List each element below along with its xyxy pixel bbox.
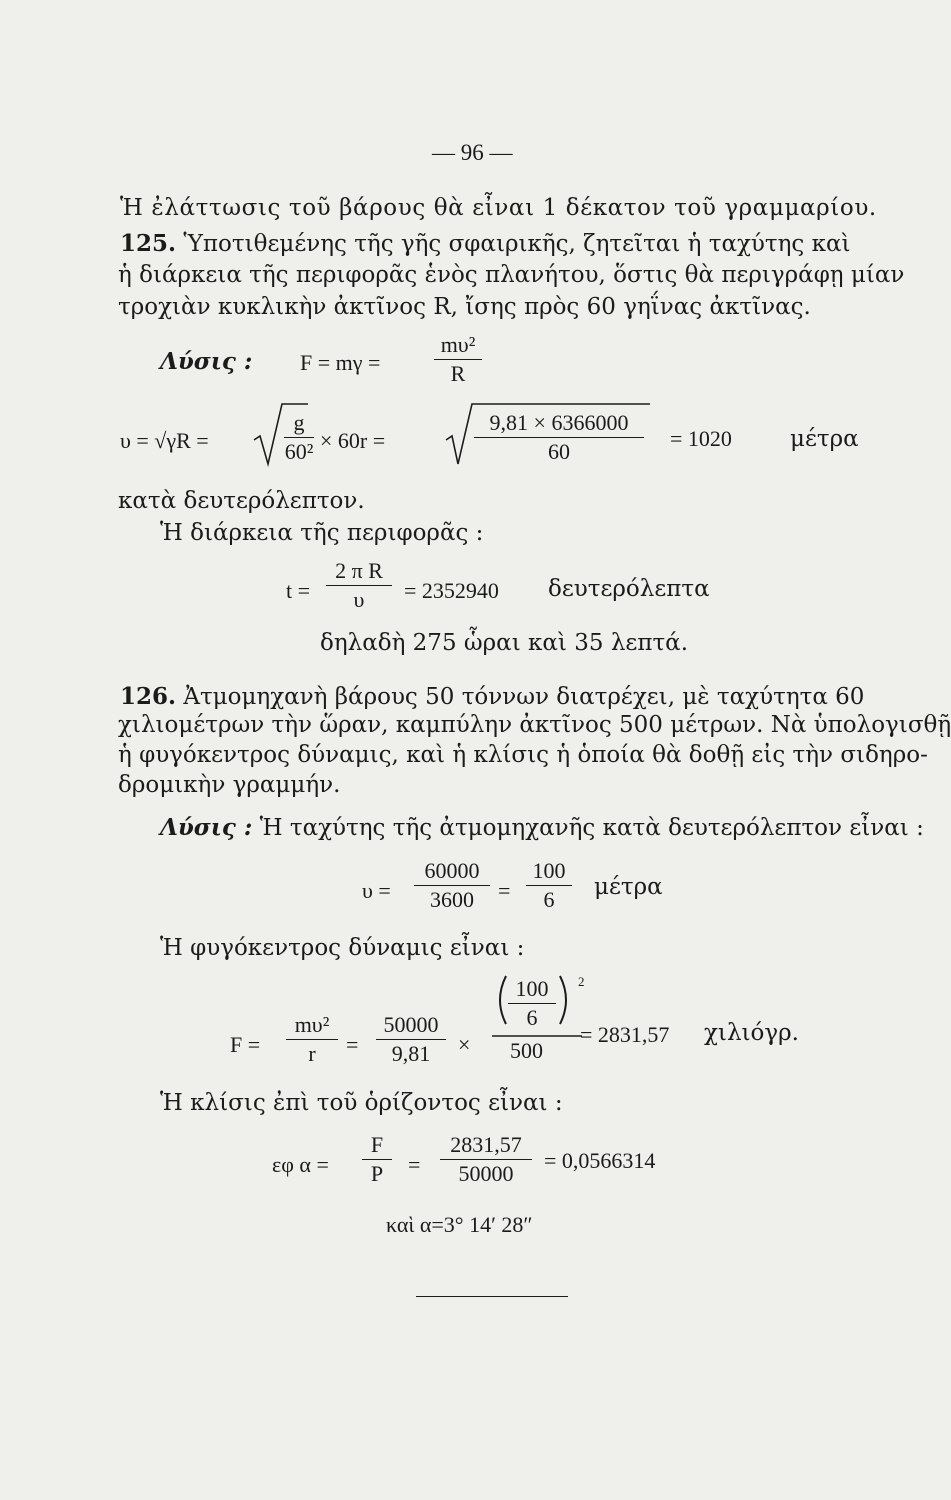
text-line: Ἡ ταχύτης τῆς ἀτμομηχανῆς κατὰ δευτερόλεπτον εἶναι : (259, 815, 924, 841)
fraction-bar (440, 1159, 532, 1160)
problem-text-line: Ὑποτιθεμένης τῆς γῆς σφαιρικῆς, ζητεῖται ἡ ταχύτης καὶ (183, 231, 851, 257)
fraction-bar (434, 359, 482, 360)
numerator: 100 (532, 858, 566, 883)
fraction (434, 332, 482, 387)
fraction-bar (362, 1159, 392, 1160)
fraction-bar (376, 1039, 446, 1040)
tan-lhs: εφ α = (272, 1152, 329, 1177)
velocity-result: = 1020 (670, 426, 732, 451)
numerator: 9,81 × 6366000 (489, 410, 629, 435)
page-number: — 96 — (432, 140, 513, 165)
fraction (474, 410, 644, 465)
text-line: κατὰ δευτερόλεπτον. (118, 488, 365, 514)
tan-result: = 0,0566314 (544, 1148, 656, 1173)
solution-label: Λύσις : (160, 348, 253, 375)
solution-intro (160, 814, 924, 841)
paragraph-result: Ἡ ἐλάττωσις τοῦ βάρους θὰ εἶναι 1 δέκατον τοῦ γραμμαρίου. (120, 195, 877, 221)
force-result: = 2831,57 (580, 1022, 670, 1047)
problem-number: 126. (120, 683, 177, 710)
problem-text-line: ἡ φυγόκεντρος δύναμις, καὶ ἡ κλίσις ἡ ὁποία θὰ δοθῇ εἰς τὴν σιδηρο- (118, 742, 928, 768)
unit: δευτερόλεπτα (548, 576, 710, 602)
problem-number: 125. (120, 230, 177, 257)
problem-text-line: δρομικὴν γραμμήν. (118, 772, 341, 798)
fraction-bar (508, 1003, 556, 1004)
fraction (508, 976, 556, 1031)
fraction-bar (414, 885, 490, 886)
fraction (526, 858, 572, 913)
denominator: 60 (548, 439, 570, 464)
closing-rule (416, 1296, 568, 1297)
fraction (414, 858, 490, 913)
text-line: Ἡ φυγόκεντρος δύναμις εἶναι : (160, 935, 525, 961)
equals: = (498, 878, 511, 903)
problem-125 (120, 230, 851, 257)
equals: = (346, 1032, 359, 1057)
text-line: Ἡ κλίσις ἐπὶ τοῦ ὁρίζοντος εἶναι : (160, 1090, 563, 1116)
numerator: 100 (515, 976, 549, 1001)
numerator: F (370, 1132, 384, 1157)
denominator: 9,81 (391, 1041, 431, 1066)
unit: χιλιόγρ. (704, 1020, 799, 1046)
numerator: 50000 (383, 1012, 439, 1037)
denominator: r (308, 1041, 316, 1066)
problem-126 (120, 683, 864, 710)
fraction (376, 1012, 446, 1067)
denominator: P (370, 1161, 384, 1186)
denominator: 6 (526, 1005, 538, 1030)
fraction-bar (526, 885, 572, 886)
problem-text-line: τροχιὰν κυκλικὴν ἀκτῖνος R, ἴσης πρὸς 60 γηΐνας ἀκτῖνας. (118, 294, 811, 320)
fraction (326, 558, 392, 613)
u-lhs: υ = (362, 878, 391, 903)
denominator: 50000 (458, 1161, 514, 1186)
problem-text-line: ἡ διάρκεια τῆς περιφορᾶς ἑνὸς πλανήτου, ὅστις θὰ περιγράφῃ μίαν (118, 262, 905, 288)
velocity-lhs: υ = √γR = (120, 428, 209, 453)
denominator: υ (353, 587, 365, 612)
denominator: 500 (510, 1038, 543, 1063)
unit: μέτρα (790, 426, 859, 452)
fraction-bar (286, 1039, 338, 1040)
angle-result: καὶ α=3° 14′ 28″ (386, 1212, 533, 1237)
fraction-bar (284, 437, 314, 438)
numerator: 2831,57 (450, 1132, 522, 1157)
fraction (362, 1132, 392, 1187)
t-result: = 2352940 (404, 578, 499, 603)
fraction-bar (326, 585, 392, 586)
t-lhs: t = (286, 578, 311, 603)
equation-middle: × 60r = (320, 428, 386, 453)
denominator: 3600 (430, 887, 474, 912)
fraction (440, 1132, 532, 1187)
equals: = (408, 1152, 421, 1177)
numerator: 60000 (424, 858, 480, 883)
problem-text-line: Ἀτμομηχανὴ βάρους 50 τόννων διατρέχει, μὲ ταχύτητα 60 (183, 684, 865, 710)
solution-label: Λύσις : (160, 814, 253, 841)
times-sign: × (458, 1032, 471, 1057)
denominator: R (450, 361, 466, 386)
equation-lhs: F = mγ = (300, 350, 381, 375)
F-lhs: F = (230, 1032, 261, 1057)
unit: μέτρα (594, 874, 663, 900)
problem-text-line: χιλιομέτρων τὴν ὥραν, καμπύλην ἀκτῖνος 500 μέτρων. Νὰ ὑπολογισθῇ (118, 712, 951, 738)
exponent: 2 (578, 974, 585, 989)
text-line: δηλαδὴ 275 ὧραι καὶ 35 λεπτά. (320, 630, 689, 656)
text-line: Ἡ διάρκεια τῆς περιφορᾶς : (160, 520, 484, 546)
numerator: g (293, 410, 305, 435)
fraction-bar (474, 437, 644, 438)
fraction (286, 1012, 338, 1067)
denominator: 60² (284, 439, 314, 464)
numerator: 2 π R (335, 558, 383, 583)
numerator: mυ² (294, 1012, 330, 1037)
fraction (284, 410, 314, 465)
numerator: mυ² (440, 332, 476, 357)
denominator: 6 (543, 887, 555, 912)
